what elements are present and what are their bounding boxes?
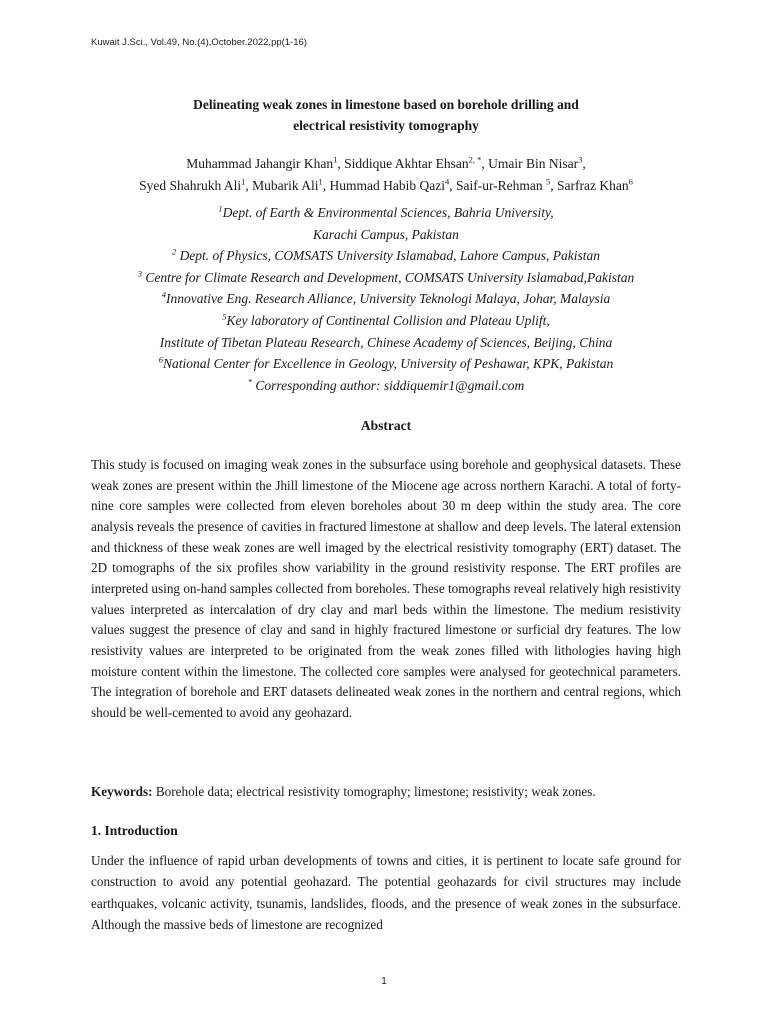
corresponding-author bbox=[91, 375, 681, 397]
introduction-body: Under the influence of rapid urban developments of towns and cities, it is pertinent to locate safe ground for construction to avoid any potential geohazard. The potential geohazards for civil structures may include earthquakes, volcanic activity, tsunamis, landslides, floods, and the presence of weak zones in the subsurface. Although the massive beds of limestone are recognized bbox=[91, 853, 681, 932]
keywords bbox=[91, 782, 681, 802]
abstract-heading: Abstract bbox=[360, 418, 412, 433]
running-header: Kuwait J.Sci., Vol.49, No.(4),October.2022,pp(1-16) bbox=[91, 37, 307, 48]
affiliation-item bbox=[91, 310, 681, 332]
author-affil-mark: 5 bbox=[546, 176, 551, 187]
affiliation-item bbox=[91, 288, 681, 310]
affiliation-mark: * bbox=[247, 376, 253, 387]
affiliation-mark: 1 bbox=[218, 203, 223, 214]
affiliation-mark: 5 bbox=[222, 311, 227, 322]
title-line-1: Delineating weak zones in limestone based on borehole drilling and bbox=[193, 97, 579, 112]
keywords-label: Keywords: bbox=[91, 784, 153, 799]
keywords-text: Borehole data; electrical resistivity tomography; limestone; resistivity; weak zones. bbox=[152, 784, 596, 799]
author-affil-mark: 1 bbox=[318, 176, 323, 187]
author-affil-mark: 2, * bbox=[468, 154, 482, 165]
affiliation-text: Karachi Campus, Pakistan bbox=[313, 226, 459, 242]
affiliation-text: Innovative Eng. Research Alliance, University Teknologi Malaya, Johar, Malaysia bbox=[166, 291, 611, 307]
affiliation-mark: 2 bbox=[171, 246, 177, 257]
author-affil-mark: 3 bbox=[578, 154, 583, 165]
corresponding-author-text: Corresponding author: siddiquemir1@gmail.com bbox=[252, 377, 525, 393]
author-affil-mark: 4 bbox=[444, 176, 450, 187]
author-affil-mark: 1 bbox=[241, 176, 246, 187]
author-name: Hummad Habib Qazi bbox=[329, 178, 445, 193]
page-number: 1 bbox=[381, 976, 387, 987]
author-line-1: Muhammad Jahangir Khan$^1$, Siddique Akhtar Ehsan$^{2, *}$, Umair Bin Nisar$^3$, bbox=[186, 154, 586, 171]
affiliation-item bbox=[91, 332, 681, 354]
affiliation-text: Institute of Tibetan Plateau Research, Chinese Academy of Sciences, Beijing, China bbox=[159, 334, 613, 350]
affiliation-text: Dept. of Physics, COMSATS University Islamabad, Lahore Campus, Pakistan bbox=[176, 248, 601, 264]
author-line-2: Syed Shahrukh Ali$^1$, Mubarik Ali$^1$, Hummad Habib Qazi$^4$, Saif-ur-Rehman $^5$, Sarfraz Khan$^6$ bbox=[139, 176, 633, 193]
author-name: Syed Shahrukh Ali bbox=[139, 178, 242, 193]
author-name: Saif-ur-Rehman bbox=[455, 178, 547, 193]
author-affil-mark: 1 bbox=[333, 154, 338, 165]
author-name: Siddique Akhtar Ehsan bbox=[344, 156, 469, 171]
affiliation-item bbox=[91, 353, 681, 375]
paper-title bbox=[91, 94, 681, 136]
author-affil-mark: 6 bbox=[628, 176, 633, 187]
affiliation-item bbox=[91, 224, 681, 246]
affiliation-text: Dept. of Earth & Environmental Sciences, Bahria University, bbox=[222, 205, 554, 220]
title-line-2: electrical resistivity tomography bbox=[293, 118, 479, 133]
affiliation-list bbox=[91, 202, 681, 396]
author-name: Mubarik Ali bbox=[252, 178, 319, 193]
affiliation-item bbox=[91, 267, 681, 289]
author-name: Umair Bin Nisar bbox=[488, 156, 579, 171]
section-heading-introduction: 1. Introduction bbox=[91, 823, 178, 838]
abstract-body: This study is focused on imaging weak zones in the subsurface using borehole and geophysical datasets. These weak zones are present within the Jhill limestone of the Miocene age across northern Karachi. A total of forty-nine core samples were collected from eleven boreholes about 30 m deep within the study area. The core analysis reveals the presence of cavities in fractured limestone at shallow and deep levels. The lateral extension and thickness of these weak zones are well imaged by the electrical resistivity tomography (ERT) dataset. The 2D tomographs of the six profiles show variability in the ground resistivity response. The ERT profiles are interpreted using on-hand samples collected from boreholes. These tomographs reveal relatively high resistivity values interpreted as intercalation of dry clay and marl beds within the limestone. The medium resistivity values suggest the presence of clay and sand in highly fractured limestone or surficial dry features. The low resistivity values are interpreted to be originated from the weak zones filled with lithologies having high moisture content within the limestone. The collected core samples were analysed for geotechnical parameters. The integration of borehole and ERT datasets delineated weak zones in the northern and central regions, which should be well-cemented to avoid any geohazard. bbox=[91, 457, 681, 720]
author-name: Sarfraz Khan bbox=[557, 178, 629, 193]
affiliation-item bbox=[91, 245, 681, 267]
affiliation-text: National Center for Excellence in Geology, University of Peshawar, KPK, Pakistan bbox=[162, 356, 614, 372]
affiliation-text: Key laboratory of Continental Collision and Plateau Uplift, bbox=[226, 312, 550, 328]
affiliation-mark: 6 bbox=[158, 354, 163, 365]
author-list bbox=[91, 153, 681, 197]
affiliation-text: Centre for Climate Research and Development, COMSATS University Islamabad,Pakistan bbox=[141, 269, 635, 285]
affiliation-item bbox=[91, 202, 681, 224]
author-name: Muhammad Jahangir Khan bbox=[186, 156, 334, 171]
affiliation-mark: 3 bbox=[137, 268, 142, 279]
affiliation-mark: 4 bbox=[161, 289, 167, 300]
